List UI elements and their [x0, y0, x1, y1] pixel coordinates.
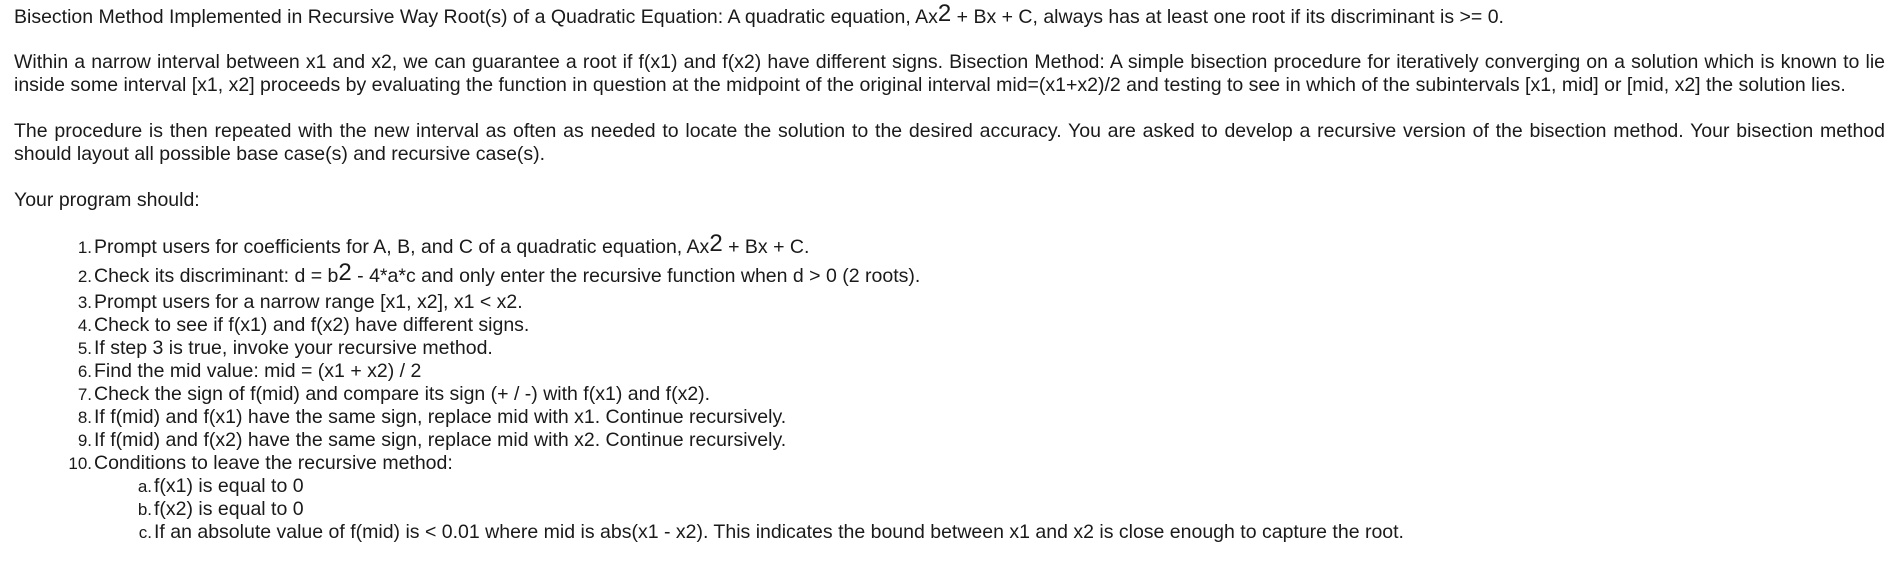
step-text-post: + Bx + C.: [722, 236, 810, 258]
condition-text: f(x1) is equal to 0: [154, 475, 304, 497]
step-item: [77, 230, 1885, 262]
intro-paragraph: Within a narrow interval between x1 and x2, we can guarantee a root if f(x1) and f(x2) have different signs. Bisection Method: A simple bisection procedure for iteratively converging on a solution which is known to lie inside some interval [x1, x2] proceeds by evaluating the function in question at the midpoint of the original interval mid=(x1+x2)/2 and testing to see in which of the subintervals [x1, mid] or [mid, x2] the solution lies.: [14, 51, 1885, 96]
steps-list: [14, 230, 1885, 544]
step-text: Find the mid value: mid = (x1 + x2) / 2: [94, 360, 422, 382]
step-number: 4.: [77, 316, 92, 335]
program-should-label: Your program should:: [14, 189, 200, 211]
step-text: Check to see if f(x1) and f(x2) have different signs.: [94, 314, 530, 336]
step-number: 9.: [77, 431, 92, 450]
step-text: If f(mid) and f(x2) have the same sign, replace mid with x2. Continue recursively.: [94, 429, 787, 451]
step-number: 2.: [77, 267, 92, 286]
step-superscript: 2: [709, 230, 723, 257]
step-item: [77, 406, 1885, 429]
step-number: 5.: [77, 339, 92, 358]
step-number: 7.: [77, 385, 92, 404]
step-item: [77, 337, 1885, 360]
condition-text: f(x2) is equal to 0: [154, 498, 304, 520]
step-text: If f(mid) and f(x1) have the same sign, replace mid with x1. Continue recursively.: [94, 406, 787, 428]
step-item: [77, 429, 1885, 452]
step-number: 6.: [77, 362, 92, 381]
condition-item: [138, 521, 1885, 544]
condition-letter: c.: [138, 523, 152, 542]
condition-text: If an absolute value of f(mid) is < 0.01 where mid is abs(x1 - x2). This indicates the bound between x1 and x2 is close enough to capture the root.: [154, 521, 1404, 543]
step-item: [68, 452, 1885, 544]
step-superscript: 2: [338, 259, 352, 286]
title-superscript: 2: [937, 0, 952, 27]
condition-letter: b.: [137, 500, 152, 519]
title-paragraph: [14, 0, 1885, 29]
step-text-post: - 4*a*c and only enter the recursive function when d > 0 (2 roots).: [351, 265, 921, 287]
step-number: 1.: [77, 238, 92, 257]
step-number: 3.: [77, 293, 92, 312]
step-text: Conditions to leave the recursive method:: [94, 452, 453, 474]
condition-item: [137, 475, 1885, 498]
exit-conditions-list: [94, 475, 1885, 544]
step-number: 10.: [68, 454, 92, 473]
title-text-post: + Bx + C, always has at least one root if its discriminant is >= 0.: [951, 6, 1504, 28]
step-text: If step 3 is true, invoke your recursive method.: [94, 337, 493, 359]
step-item: [77, 291, 1885, 314]
step-text: Prompt users for a narrow range [x1, x2], x1 < x2.: [94, 291, 523, 313]
title-text-pre: Bisection Method Implemented in Recursive Way Root(s) of a Quadratic Equation: A quadratic equation, Ax: [14, 6, 938, 28]
condition-item: [137, 498, 1885, 521]
step-number: 8.: [77, 408, 92, 427]
procedure-paragraph: The procedure is then repeated with the new interval as often as needed to locate the solution to the desired accuracy. You are asked to develop a recursive version of the bisection method. Your bisection method should layout all possible base case(s) and recursive case(s).: [14, 120, 1885, 165]
step-item: [77, 360, 1885, 383]
step-item: [77, 314, 1885, 337]
step-text: Check the sign of f(mid) and compare its sign (+ / -) with f(x1) and f(x2).: [94, 383, 711, 405]
step-item: [77, 259, 1885, 291]
step-text-pre: Prompt users for coefficients for A, B, and C of a quadratic equation, Ax: [94, 236, 710, 258]
step-item: [77, 383, 1885, 406]
condition-letter: a.: [137, 477, 152, 496]
step-text-pre: Check its discriminant: d = b: [94, 265, 339, 287]
